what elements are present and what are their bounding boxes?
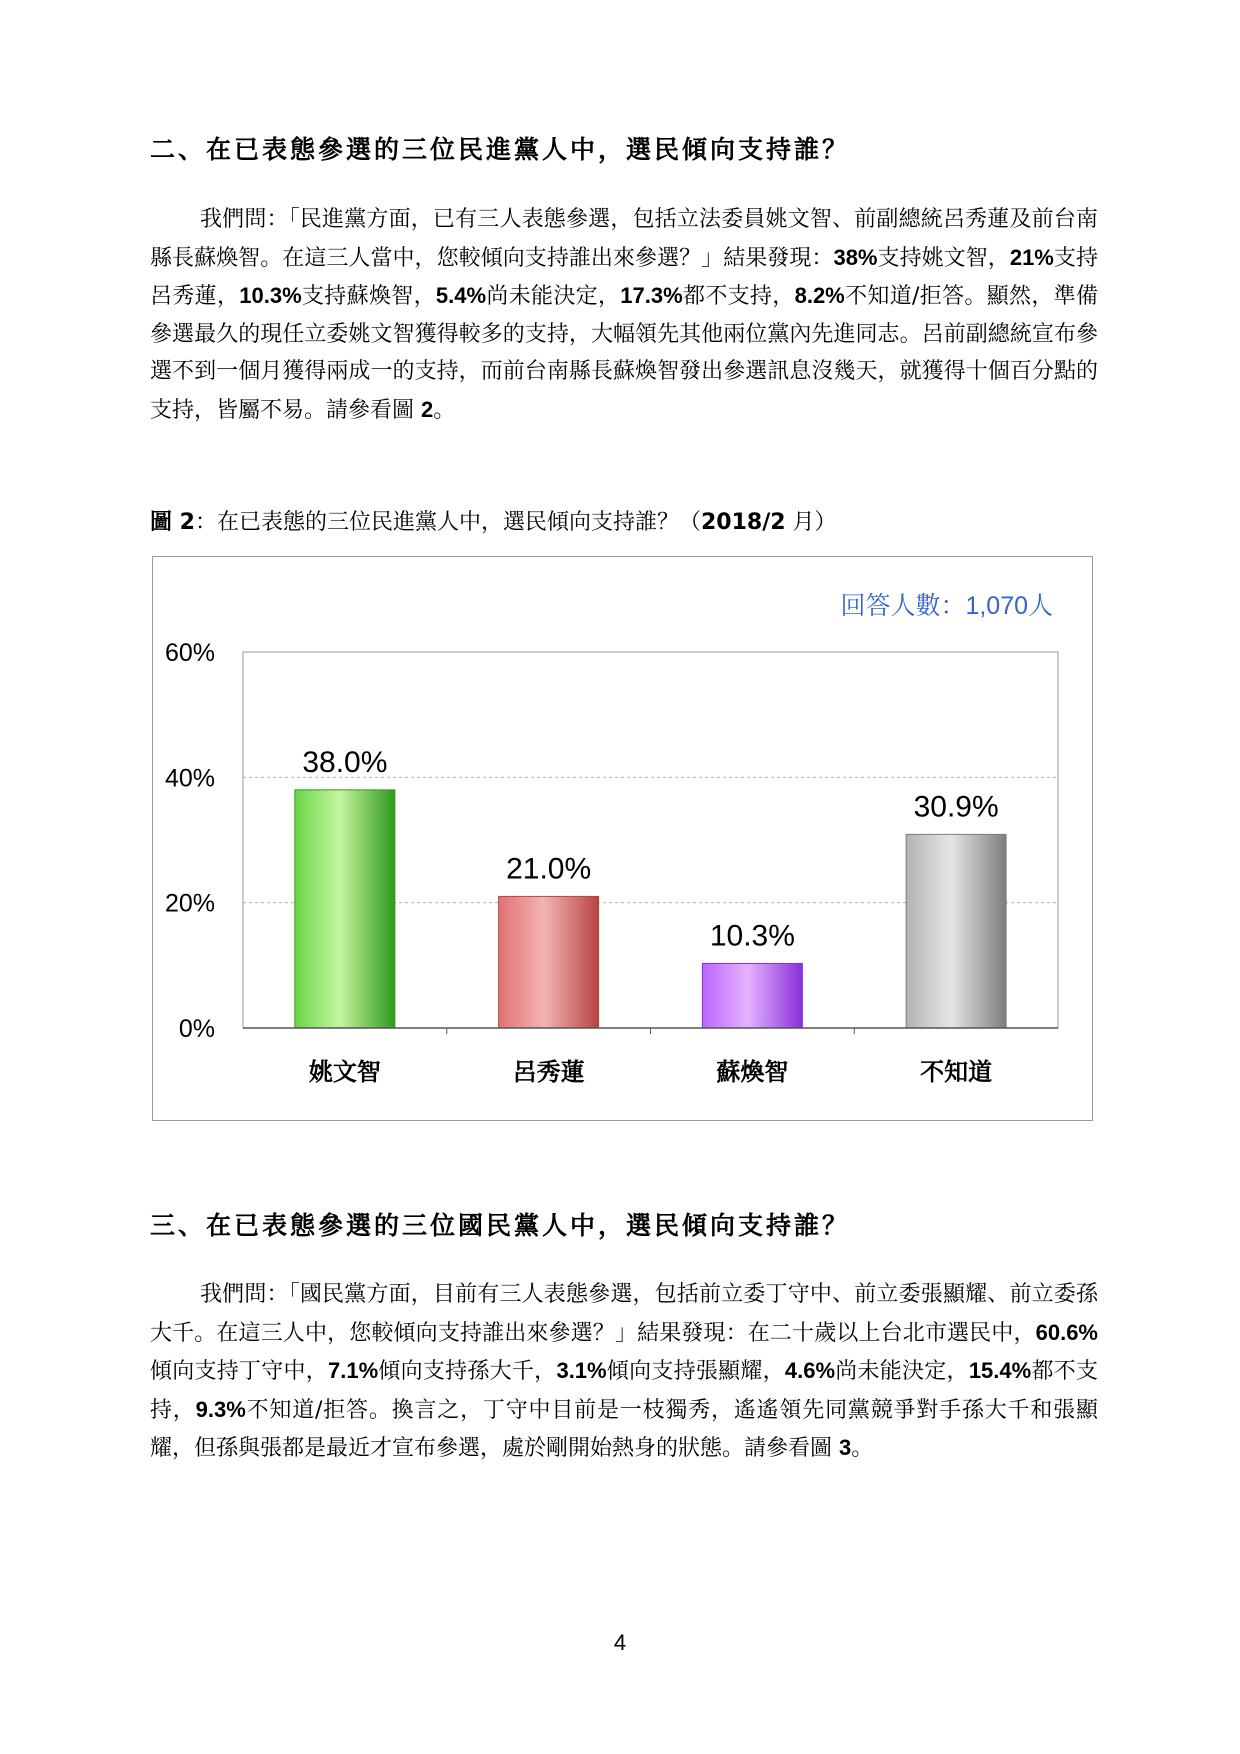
y-tick-label: 60% bbox=[164, 639, 215, 667]
bar-2 bbox=[499, 896, 599, 1028]
bars bbox=[295, 790, 1006, 1028]
category-label: 呂秀蓮 bbox=[512, 1058, 585, 1086]
y-tick-label: 40% bbox=[164, 764, 215, 793]
section-2-heading: 二、在已表態參選的三位民進黨人中，選民傾向支持誰？ bbox=[150, 135, 851, 164]
bar-value-label: 38.0% bbox=[302, 745, 388, 779]
y-tick-label: 0% bbox=[178, 1015, 215, 1043]
figure-2-caption-end: 月） bbox=[785, 510, 837, 535]
section-2-paragraph: 我們問：「民進黨方面，已有三人表態參選，包括立法委員姚文智、前副總統呂秀蓮及前台南縣長蘇煥智。在這三人當中，您較傾向支持誰出來參選？」結果發現：38%支持姚文智，21%支持呂秀蓮，10.3%支持蘇煥智，5.4%尚未能決定，17.3%都不支持，8.2%不知道/拒答。顯然，準備參選最久的現任立委姚文智獲得較多的支持，大幅領先其他兩位黨內先進同志。呂前副總統宣布參選不到一個月獲得兩成一的支持，而前台南縣長蘇煥智發出參選訊息沒幾天，就獲得十個百分點的支持，皆屬不易。請參看圖 2。 bbox=[150, 207, 1098, 423]
figure-2-caption-date: 2018/2 bbox=[700, 510, 786, 535]
y-tick-label: 20% bbox=[164, 889, 215, 918]
bar-4 bbox=[906, 834, 1006, 1028]
page-number: 4 bbox=[613, 1630, 627, 1655]
section-3-heading: 三、在已表態參選的三位國民黨人中，選民傾向支持誰？ bbox=[150, 1211, 851, 1240]
category-label: 不知道 bbox=[920, 1058, 993, 1086]
bar-value-label: 30.9% bbox=[913, 790, 999, 824]
category-label: 姚文智 bbox=[308, 1058, 381, 1086]
bar-1 bbox=[295, 790, 395, 1028]
bar-value-label: 21.0% bbox=[506, 852, 592, 886]
figure-2-chart bbox=[152, 556, 1093, 1121]
figure-2-caption-text: ：在已表態的三位民進黨人中，選民傾向支持誰？（ bbox=[194, 510, 701, 535]
figure-2-label: 圖 2 bbox=[150, 510, 195, 535]
bar-value-label: 10.3% bbox=[709, 919, 795, 953]
bar-chart-svg bbox=[153, 557, 1092, 1120]
x-axis-labels bbox=[309, 1028, 992, 1086]
respondent-count-annotation: 回答人數：1,070人 bbox=[840, 592, 1053, 620]
category-label: 蘇煥智 bbox=[716, 1058, 789, 1086]
section-3-paragraph: 我們問：「國民黨方面，目前有三人表態參選，包括前立委丁守中、前立委張顯耀、前立委孫大千。在這三人中，您較傾向支持誰出來參選？」結果發現：在二十歲以上台北市選民中，60.6%傾向支持丁守中，7.1%傾向支持孫大千，3.1%傾向支持張顯耀，4.6%尚未能決定，15.4%都不支持，9.3%不知道/拒答。換言之，丁守中目前是一枝獨秀，遙遙領先同黨競爭對手孫大千和張顯耀，但孫與張都是最近才宣布參選，處於剛開始熱身的狀態。請參看圖 3。 bbox=[150, 1282, 1098, 1461]
bar-3 bbox=[702, 963, 802, 1028]
figure-2-caption bbox=[150, 505, 1100, 536]
y-axis-ticks bbox=[165, 639, 215, 1043]
